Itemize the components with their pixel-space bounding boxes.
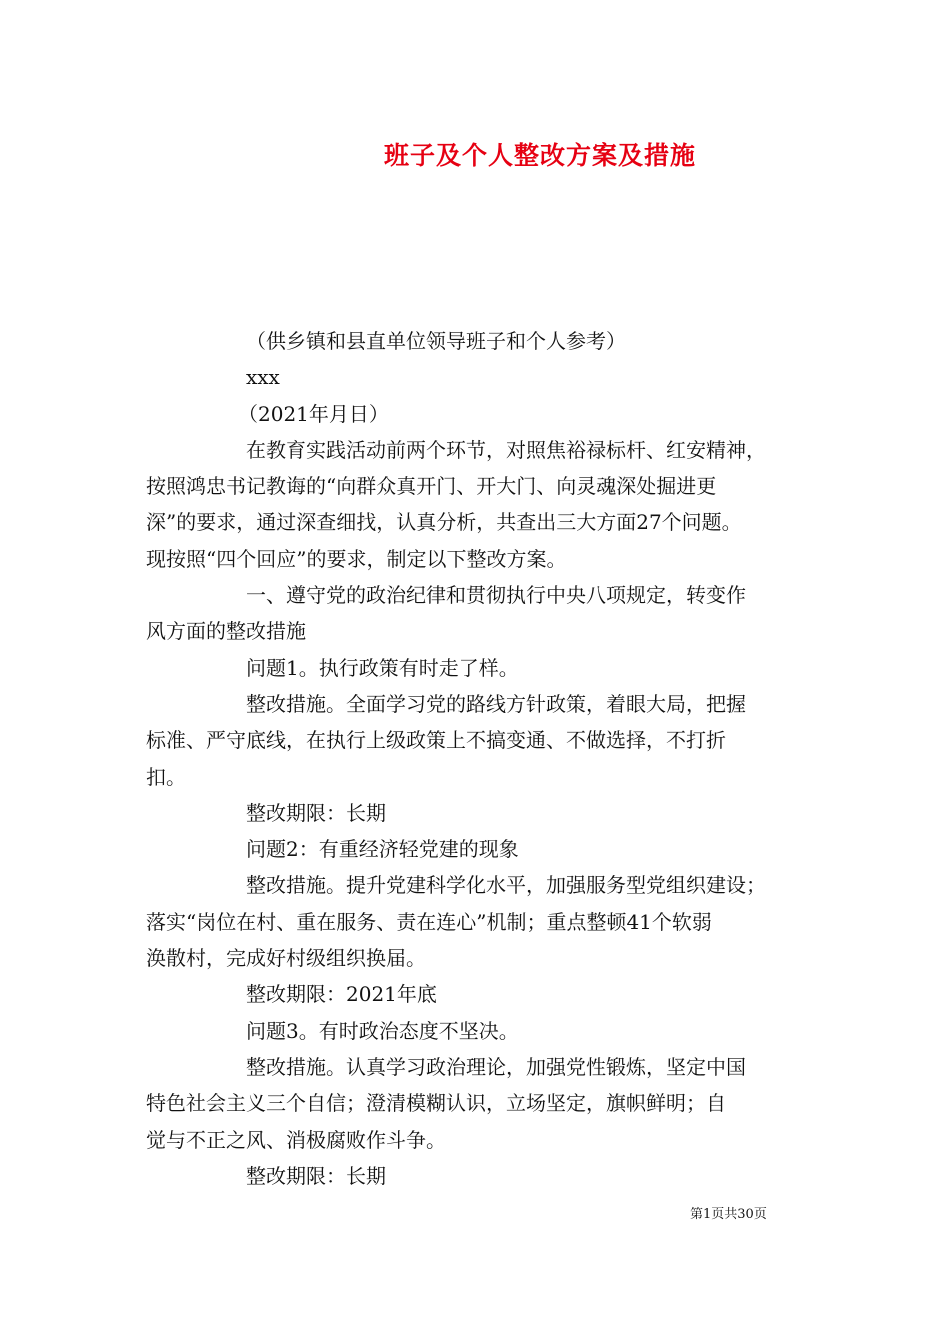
document-title: 班子及个人整改方案及措施 — [383, 141, 696, 170]
measure-line: 特色社会主义三个自信；澄清模糊认识，立场坚定，旗帜鲜明；自 — [146, 1091, 726, 1116]
problem-3: 问题3。有时政治态度不坚决。 — [246, 1018, 519, 1043]
section-heading: 风方面的整改措施 — [146, 619, 306, 644]
problem-1: 问题1。执行政策有时走了样。 — [246, 655, 519, 680]
paragraph-line: 在教育实践活动前两个环节，对照焦裕禄标杆、红安精神， — [246, 437, 766, 462]
measure-line: 落实“岗位在村、重在服务、责在连心”机制；重点整顿41个软弱 — [146, 909, 712, 934]
document-body — [146, 323, 816, 1194]
measure-line: 整改措施。认真学习政治理论，加强党性锻炼，坚定中国 — [246, 1054, 746, 1079]
measure-line: 整改措施。全面学习党的路线方针政策，着眼大局，把握 — [246, 691, 746, 716]
measure-line: 标准、严守底线，在执行上级政策上不搞变通、不做选择，不打折 — [146, 728, 726, 753]
measure-line: 觉与不正之风、消极腐败作斗争。 — [146, 1127, 446, 1152]
deadline-3: 整改期限：长期 — [246, 1163, 386, 1188]
paragraph-line: 按照鸿忠书记教诲的“向群众真开门、开大门、向灵魂深处掘进更 — [146, 474, 717, 499]
paragraph-line: 现按照“四个回应”的要求，制定以下整改方案。 — [146, 546, 567, 571]
deadline-2: 整改期限：2021年底 — [246, 982, 437, 1007]
measure-line: 扣。 — [146, 764, 186, 789]
date: （2021年月日） — [238, 401, 389, 426]
measure-line: 涣散村，完成好村级组织换届。 — [146, 946, 426, 971]
page-number: 第1页共30页 — [690, 1207, 767, 1222]
measure-line: 整改措施。提升党建科学化水平，加强服务型党组织建设； — [246, 873, 766, 898]
section-heading: 一、遵守党的政治纪律和贯彻执行中央八项规定，转变作 — [246, 583, 746, 608]
subtitle: （供乡镇和县直单位领导班子和个人参考） — [246, 329, 626, 353]
paragraph-line: 深”的要求，通过深查细找，认真分析，共查出三大方面27个问题。 — [146, 510, 742, 535]
problem-2: 问题2：有重经济轻党建的现象 — [246, 837, 519, 862]
deadline-1: 整改期限：长期 — [246, 800, 386, 825]
author: xxx — [246, 365, 280, 390]
